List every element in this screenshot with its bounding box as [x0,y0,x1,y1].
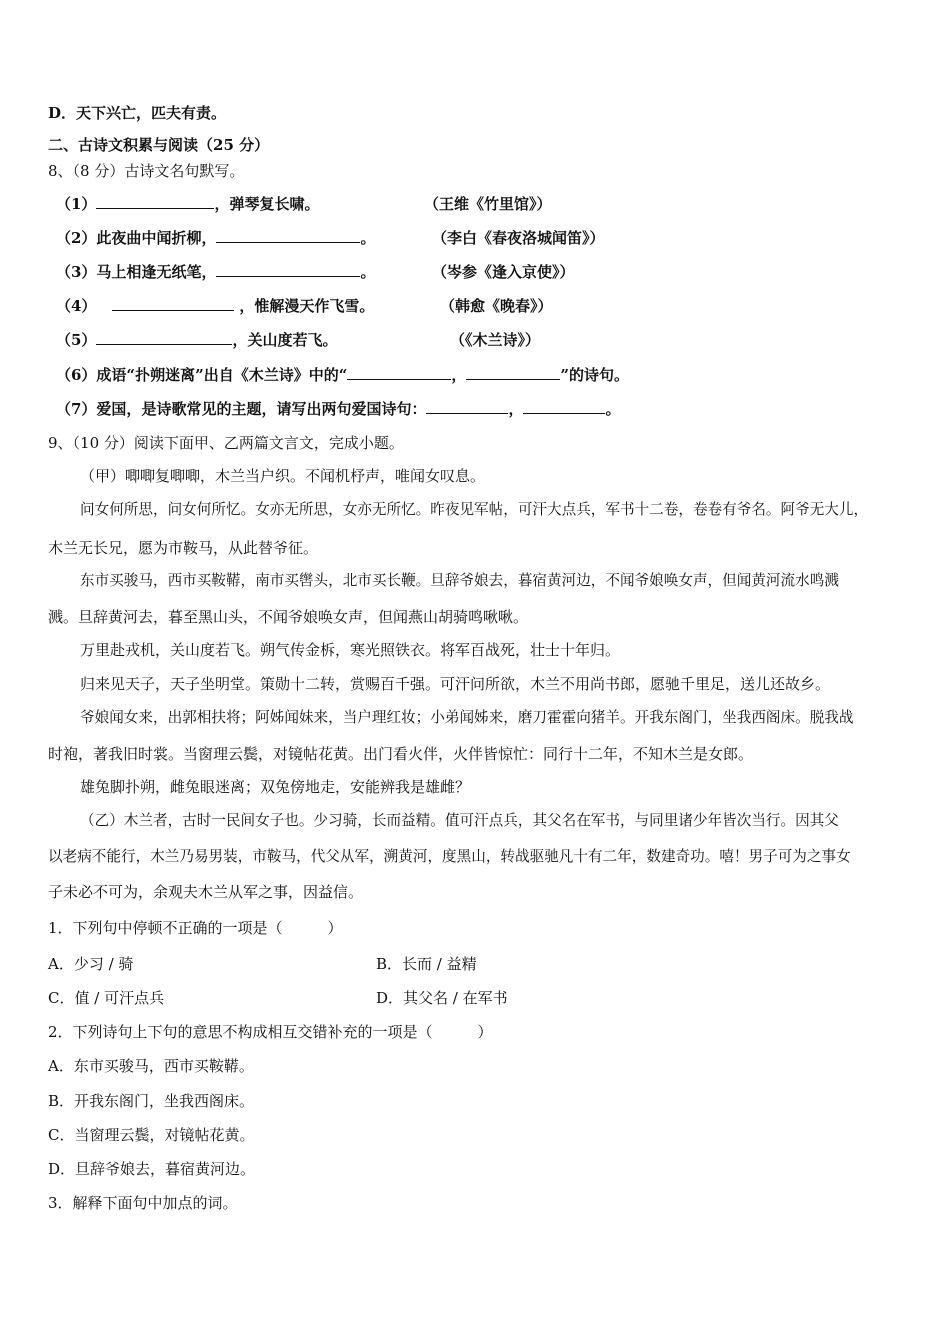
subquestion-1: 1．下列句中停顿不正确的一项是（ ） [48,919,343,937]
fill-4-text: ，惟解漫天作飞雪。 [239,297,375,315]
fill-1-text: ，弹琴复长啸。 [214,195,320,213]
passage-line: 问女何所思，问女何所忆。女亦无所思，女亦无所忆。昨夜见军帖，可汗大点兵，军书十二卷，卷卷有爷名。阿爷无大儿， [80,501,869,518]
fill-7-end: 。 [605,400,621,418]
fill-3-source: （岑参《逢入京使》） [432,263,575,281]
fill-2-source: （李白《春夜洛城闻笛》） [432,229,605,247]
fill-1-blank[interactable] [96,194,214,209]
fill-7 [56,399,620,419]
subquestion-1-option-a[interactable]: A．少习 / 骑 [48,955,134,973]
fill-2-end: 。 [360,229,376,247]
fill-5-number: （5） [56,331,97,349]
fill-6-text: （6）成语“扑朔迷离”出自《木兰诗》中的“ [56,366,348,384]
subquestion-2-option-b[interactable]: B．开我东阁门，坐我西阁床。 [48,1092,255,1110]
fill-5-blank[interactable] [96,330,232,345]
passage-line: 木兰无长兄，愿为市鞍马，从此替爷征。 [48,539,319,557]
fill-4 [56,296,374,316]
fill-3-blank[interactable] [216,262,360,277]
fill-1 [56,194,319,214]
fill-2-text: （2）此夜曲中闻折柳， [56,229,217,247]
fill-1-number: （1） [56,195,97,213]
question-8 [48,161,244,181]
question-8-text: 8、（8 分）古诗文名句默写。 [48,162,245,180]
passage-line: 子未必不可为，余观夫木兰从军之事，因益信。 [48,883,364,901]
passage-line: 时袍，著我旧时裳。当窗理云鬓，对镜帖花黄。出门看火伴，火伴皆惊忙：同行十二年，不知木兰是女郎。 [48,745,754,763]
subquestion-1-option-b[interactable]: B．长而 / 益精 [376,955,477,973]
fill-2-blank[interactable] [216,228,360,243]
passage-line: 溅。旦辞黄河去，暮至黑山头，不闻爷娘唤女声，但闻燕山胡骑鸣啾啾。 [48,608,529,626]
fill-6-blank-2[interactable] [466,365,560,380]
fill-3 [56,262,375,282]
option-d: D．天下兴亡，匹夫有责。 [48,104,227,122]
fill-2 [56,228,375,248]
passage-line: 东市买骏马，西市买鞍鞯，南市买辔头，北市买长鞭。旦辞爷娘去，暮宿黄河边，不闻爷娘唤女声，但闻黄河流水鸣溅 [80,572,839,589]
passage-line: 雄兔脚扑朔，雌兔眼迷离；双兔傍地走，安能辨我是雄雌？ [80,778,471,796]
fill-6-comma: ， [451,366,467,384]
fill-5 [56,330,337,350]
subquestion-2-option-a[interactable]: A．东市买骏马，西市买鞍鞯。 [48,1057,254,1075]
fill-4-source: （韩愈《晚春》） [440,297,553,315]
fill-3-end: 。 [360,263,376,281]
fill-7-text: （7）爱国，是诗歌常见的主题，请写出两句爱国诗句： [56,400,427,418]
subquestion-1-option-d[interactable]: D．其父名 / 在军书 [376,989,508,1007]
passage-line: 爷娘闻女来，出郭相扶将；阿姊闻妹来，当户理红妆；小弟闻姊来，磨刀霍霍向猪羊。开我东阁门，坐我西阁床。脱我战 [80,709,854,726]
fill-5-text: ，关山度若飞。 [232,331,338,349]
passage-line: 归来见天子，天子坐明堂。策勋十二转，赏赐百千强。可汗问所欲，木兰不用尚书郎，愿驰千里足，送儿还故乡。 [80,675,831,693]
fill-6 [56,365,629,385]
passage-line: 以老病不能行，木兰乃易男装，市鞍马，代父从军，溯黄河，度黑山，转战驱驰凡十有二年，数建奇功。嘻！男子可为之事女 [48,848,851,865]
fill-6-blank-1[interactable] [347,365,451,380]
passage-line: （甲）唧唧复唧唧，木兰当户织。不闻机杼声，唯闻女叹息。 [80,467,486,485]
fill-7-comma: ， [508,400,524,418]
fill-4-blank[interactable] [112,296,234,311]
subquestion-2-option-c[interactable]: C．当窗理云鬓，对镜帖花黄。 [48,1126,255,1144]
fill-5-source: （《木兰诗》） [450,331,541,349]
subquestion-2: 2．下列诗句上下句的意思不构成相互交错补充的一项是（ ） [48,1023,493,1041]
subquestion-1-option-c[interactable]: C．值 / 可汗点兵 [48,989,165,1007]
passage-line: （乙）木兰者，古时一民间女子也。少习骑，长而益精。值可汗点兵，其父名在军书，与同里诸少年皆次当行。因其父 [80,812,839,829]
fill-1-source: （王维《竹里馆》） [424,195,552,213]
subquestion-3: 3．解释下面句中加点的词。 [48,1194,238,1212]
section-heading: 二、古诗文积累与阅读（25 分） [48,136,270,154]
fill-4-number: （4） [56,297,97,315]
fill-6-end: ”的诗句。 [560,366,629,384]
fill-7-blank-2[interactable] [523,399,605,414]
question-9: 9、（10 分）阅读下面甲、乙两篇文言文，完成小题。 [48,434,404,452]
fill-7-blank-1[interactable] [426,399,508,414]
fill-3-text: （3）马上相逢无纸笔， [56,263,217,281]
passage-line: 万里赴戎机，关山度若飞。朔气传金柝，寒光照铁衣。将军百战死，壮士十年归。 [80,641,621,659]
subquestion-2-option-d[interactable]: D．旦辞爷娘去，暮宿黄河边。 [48,1160,256,1178]
